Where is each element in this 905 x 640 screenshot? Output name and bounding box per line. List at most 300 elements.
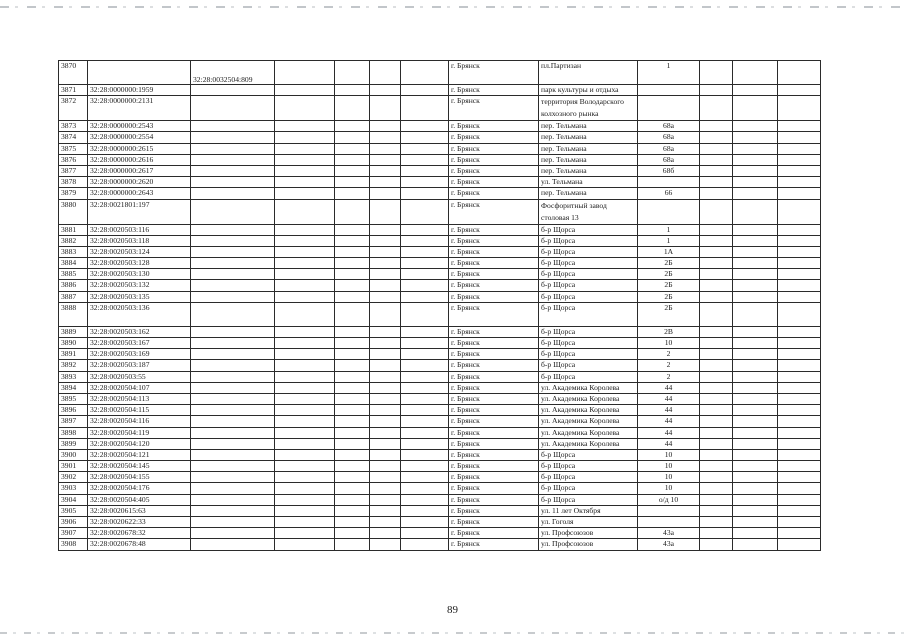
cell-row-number: 3876 xyxy=(59,154,88,165)
cell-empty xyxy=(401,61,449,85)
cell-street: б-р Щорса xyxy=(539,235,638,246)
cell-row-number: 3896 xyxy=(59,405,88,416)
cell-house-number: 2 xyxy=(638,371,700,382)
cell-empty xyxy=(335,338,370,349)
cell-street: ул. Тельмана xyxy=(539,177,638,188)
cell-empty xyxy=(700,438,733,449)
cell-row-number: 3874 xyxy=(59,132,88,143)
cell-row-number: 3888 xyxy=(59,302,88,326)
cell-house-number: 2Б xyxy=(638,291,700,302)
cell-cadastral-number-parent xyxy=(191,461,275,472)
cell-empty xyxy=(700,505,733,516)
cell-city: г. Брянск xyxy=(449,382,539,393)
cell-empty xyxy=(778,438,821,449)
cell-cadastral-number-parent xyxy=(191,494,275,505)
cell-empty xyxy=(401,326,449,337)
cell-cadastral-number-parent xyxy=(191,505,275,516)
cell-empty xyxy=(335,483,370,494)
cell-empty xyxy=(401,132,449,143)
cell-empty xyxy=(778,539,821,550)
table-row xyxy=(59,326,821,337)
cell-cadastral-number: 32:28:0020504:116 xyxy=(88,416,191,427)
table-row xyxy=(59,177,821,188)
cell-cadastral-number: 32:28:0020503:132 xyxy=(88,280,191,291)
cell-empty xyxy=(335,121,370,132)
cell-cadastral-number: 32:28:0020504:115 xyxy=(88,405,191,416)
cell-city: г. Брянск xyxy=(449,199,539,224)
cell-empty xyxy=(733,269,778,280)
cell-street: б-р Щорса xyxy=(539,246,638,257)
table-row xyxy=(59,505,821,516)
cell-empty xyxy=(778,371,821,382)
cell-empty xyxy=(778,416,821,427)
cell-cadastral-number: 32:28:0000000:2643 xyxy=(88,188,191,199)
cell-empty xyxy=(370,280,401,291)
cell-empty xyxy=(275,224,335,235)
cell-empty xyxy=(700,382,733,393)
cell-row-number: 3887 xyxy=(59,291,88,302)
cell-cadastral-number: 32:28:0000000:1959 xyxy=(88,85,191,96)
cell-house-number: 2 xyxy=(638,360,700,371)
cell-cadastral-number-parent xyxy=(191,338,275,349)
cell-house-number: 1 xyxy=(638,61,700,85)
cell-street: пер. Тельмана xyxy=(539,121,638,132)
table-row xyxy=(59,96,821,121)
cell-house-number: 2 xyxy=(638,349,700,360)
cell-empty xyxy=(370,494,401,505)
scan-edge-top xyxy=(0,6,905,8)
cell-empty xyxy=(335,494,370,505)
cell-house-number: 44 xyxy=(638,416,700,427)
cell-empty xyxy=(370,177,401,188)
cell-empty xyxy=(335,85,370,96)
cell-empty xyxy=(401,371,449,382)
cell-street: ул. Гоголя xyxy=(539,517,638,528)
cell-empty xyxy=(778,393,821,404)
page-number: 89 xyxy=(447,604,458,616)
cell-city: г. Брянск xyxy=(449,132,539,143)
cell-empty xyxy=(401,85,449,96)
table-row xyxy=(59,143,821,154)
cell-empty xyxy=(733,246,778,257)
cell-empty xyxy=(778,280,821,291)
cell-cadastral-number: 32:28:0020504:145 xyxy=(88,461,191,472)
cell-cadastral-number: 32:28:0020503:135 xyxy=(88,291,191,302)
cell-empty xyxy=(335,235,370,246)
cell-empty xyxy=(275,528,335,539)
cell-cadastral-number-parent xyxy=(191,405,275,416)
cell-street: б-р Щорса xyxy=(539,302,638,326)
cell-empty xyxy=(733,427,778,438)
cell-row-number: 3906 xyxy=(59,517,88,528)
cell-empty xyxy=(401,517,449,528)
cell-city: г. Брянск xyxy=(449,302,539,326)
cell-house-number: 44 xyxy=(638,393,700,404)
cell-empty xyxy=(401,121,449,132)
cell-street: ул. Академика Королева xyxy=(539,382,638,393)
scan-edge-bottom xyxy=(0,632,905,634)
cell-empty xyxy=(370,472,401,483)
cell-empty xyxy=(370,517,401,528)
cell-empty xyxy=(370,338,401,349)
table-row xyxy=(59,427,821,438)
cell-empty xyxy=(778,326,821,337)
cell-city: г. Брянск xyxy=(449,224,539,235)
cell-empty xyxy=(700,472,733,483)
cell-empty xyxy=(733,154,778,165)
cell-empty xyxy=(335,382,370,393)
cell-empty xyxy=(700,235,733,246)
cell-house-number: 1 xyxy=(638,235,700,246)
cell-empty xyxy=(335,371,370,382)
cell-empty xyxy=(700,393,733,404)
cell-empty xyxy=(370,258,401,269)
cell-cadastral-number-parent xyxy=(191,326,275,337)
cell-row-number: 3899 xyxy=(59,438,88,449)
cell-empty xyxy=(275,539,335,550)
cell-empty xyxy=(335,517,370,528)
table-row xyxy=(59,472,821,483)
cell-empty xyxy=(335,188,370,199)
cell-cadastral-number-parent xyxy=(191,483,275,494)
cell-row-number: 3902 xyxy=(59,472,88,483)
cell-empty xyxy=(335,528,370,539)
cell-street: б-р Щорса xyxy=(539,472,638,483)
cell-row-number: 3877 xyxy=(59,165,88,176)
cell-cadastral-number: 32:28:0000000:2615 xyxy=(88,143,191,154)
table-row xyxy=(59,517,821,528)
cell-cadastral-number-parent xyxy=(191,427,275,438)
cell-cadastral-number-parent xyxy=(191,96,275,121)
cell-empty xyxy=(370,427,401,438)
cell-cadastral-number: 32:28:0020503:128 xyxy=(88,258,191,269)
cell-empty xyxy=(275,505,335,516)
cell-empty xyxy=(778,199,821,224)
table-row xyxy=(59,449,821,460)
cell-cadastral-number-parent xyxy=(191,416,275,427)
cell-house-number: 68а xyxy=(638,132,700,143)
cell-city: г. Брянск xyxy=(449,405,539,416)
cell-empty xyxy=(700,61,733,85)
cell-empty xyxy=(370,438,401,449)
cell-empty xyxy=(401,143,449,154)
cell-cadastral-number: 32:28:0000000:2131 xyxy=(88,96,191,121)
table-row xyxy=(59,224,821,235)
cell-empty xyxy=(733,539,778,550)
cell-empty xyxy=(335,405,370,416)
cell-cadastral-number: 32:28:0000000:2543 xyxy=(88,121,191,132)
cell-empty xyxy=(778,121,821,132)
cell-house-number: 68а xyxy=(638,154,700,165)
cell-city: г. Брянск xyxy=(449,280,539,291)
cell-house-number: 2Б xyxy=(638,258,700,269)
cell-empty xyxy=(275,61,335,85)
cell-empty xyxy=(401,494,449,505)
cell-empty xyxy=(335,132,370,143)
cell-house-number: 43а xyxy=(638,539,700,550)
cell-cadastral-number-parent xyxy=(191,360,275,371)
cell-cadastral-number-parent xyxy=(191,393,275,404)
table-row xyxy=(59,405,821,416)
cell-empty xyxy=(700,269,733,280)
cell-empty xyxy=(733,393,778,404)
cell-empty xyxy=(700,360,733,371)
table-row xyxy=(59,188,821,199)
cell-house-number: 44 xyxy=(638,405,700,416)
cell-cadastral-number: 32:28:0020504:113 xyxy=(88,393,191,404)
cell-street: б-р Щорса xyxy=(539,269,638,280)
table-row xyxy=(59,85,821,96)
cell-row-number: 3885 xyxy=(59,269,88,280)
cell-empty xyxy=(275,494,335,505)
cell-city: г. Брянск xyxy=(449,449,539,460)
cell-empty xyxy=(733,165,778,176)
cell-empty xyxy=(370,393,401,404)
cell-empty xyxy=(370,505,401,516)
cell-house-number xyxy=(638,85,700,96)
cell-empty xyxy=(778,165,821,176)
cell-empty xyxy=(370,154,401,165)
cell-empty xyxy=(700,143,733,154)
cell-empty xyxy=(700,132,733,143)
cell-empty xyxy=(778,61,821,85)
cell-empty xyxy=(275,121,335,132)
cell-house-number: 10 xyxy=(638,472,700,483)
cell-street: б-р Щорса xyxy=(539,338,638,349)
cell-house-number: 10 xyxy=(638,338,700,349)
cell-empty xyxy=(275,338,335,349)
cell-house-number xyxy=(638,517,700,528)
cell-house-number: о/д 10 xyxy=(638,494,700,505)
cell-empty xyxy=(275,246,335,257)
table-row xyxy=(59,291,821,302)
cell-empty xyxy=(275,154,335,165)
cell-empty xyxy=(700,258,733,269)
cell-empty xyxy=(401,199,449,224)
table-row xyxy=(59,528,821,539)
cell-empty xyxy=(335,143,370,154)
cell-house-number: 68а xyxy=(638,121,700,132)
cell-empty xyxy=(778,143,821,154)
cell-empty xyxy=(275,132,335,143)
cell-cadastral-number: 32:28:0020504:120 xyxy=(88,438,191,449)
cell-city: г. Брянск xyxy=(449,360,539,371)
cell-cadastral-number: 32:28:0000000:2554 xyxy=(88,132,191,143)
cell-empty xyxy=(275,382,335,393)
cell-empty xyxy=(778,85,821,96)
cell-street: ул. Академика Королева xyxy=(539,405,638,416)
table-row xyxy=(59,302,821,326)
cell-cadastral-number: 32:28:0020504:405 xyxy=(88,494,191,505)
cell-cadastral-number: 32:28:0020678:32 xyxy=(88,528,191,539)
cell-empty xyxy=(401,246,449,257)
cell-empty xyxy=(733,132,778,143)
cell-empty xyxy=(401,224,449,235)
cell-cadastral-number-parent xyxy=(191,349,275,360)
cell-house-number xyxy=(638,505,700,516)
cell-empty xyxy=(778,246,821,257)
cell-house-number: 2Б xyxy=(638,280,700,291)
cell-city: г. Брянск xyxy=(449,494,539,505)
cell-row-number: 3897 xyxy=(59,416,88,427)
cell-empty xyxy=(700,461,733,472)
cell-empty xyxy=(778,258,821,269)
cell-empty xyxy=(275,416,335,427)
cell-empty xyxy=(733,302,778,326)
cell-row-number: 3890 xyxy=(59,338,88,349)
cell-cadastral-number-parent xyxy=(191,246,275,257)
cell-street: пер. Тельмана xyxy=(539,188,638,199)
cell-street: пер. Тельмана xyxy=(539,154,638,165)
table-row xyxy=(59,483,821,494)
cell-empty xyxy=(733,505,778,516)
cell-cadastral-number: 32:28:0020504:119 xyxy=(88,427,191,438)
cell-empty xyxy=(335,449,370,460)
cell-empty xyxy=(733,405,778,416)
cell-empty xyxy=(778,269,821,280)
cell-empty xyxy=(275,483,335,494)
cell-empty xyxy=(401,427,449,438)
cell-empty xyxy=(370,188,401,199)
cell-empty xyxy=(778,338,821,349)
cell-empty xyxy=(335,416,370,427)
cell-empty xyxy=(275,393,335,404)
cell-empty xyxy=(778,405,821,416)
cell-empty xyxy=(401,177,449,188)
cell-house-number xyxy=(638,177,700,188)
cell-empty xyxy=(401,539,449,550)
cell-empty xyxy=(335,165,370,176)
cell-city: г. Брянск xyxy=(449,505,539,516)
cell-empty xyxy=(401,235,449,246)
cell-city: г. Брянск xyxy=(449,517,539,528)
table-row xyxy=(59,438,821,449)
cell-empty xyxy=(700,199,733,224)
cell-empty xyxy=(700,96,733,121)
cell-empty xyxy=(370,96,401,121)
cell-empty xyxy=(370,61,401,85)
cell-cadastral-number-parent xyxy=(191,85,275,96)
cell-empty xyxy=(335,199,370,224)
cell-house-number: 44 xyxy=(638,382,700,393)
cell-city: г. Брянск xyxy=(449,85,539,96)
cell-empty xyxy=(700,427,733,438)
cell-city: г. Брянск xyxy=(449,539,539,550)
cell-empty xyxy=(370,121,401,132)
cell-city: г. Брянск xyxy=(449,427,539,438)
cell-row-number: 3884 xyxy=(59,258,88,269)
cell-empty xyxy=(335,438,370,449)
cell-empty xyxy=(335,393,370,404)
cell-empty xyxy=(700,539,733,550)
cell-city: г. Брянск xyxy=(449,461,539,472)
table-row xyxy=(59,371,821,382)
cell-cadastral-number: 32:28:0020503:118 xyxy=(88,235,191,246)
cell-empty xyxy=(275,85,335,96)
cell-empty xyxy=(401,382,449,393)
cell-house-number: 66 xyxy=(638,188,700,199)
cell-street: пер. Тельмана xyxy=(539,143,638,154)
cell-city: г. Брянск xyxy=(449,393,539,404)
cell-empty xyxy=(275,472,335,483)
cell-empty xyxy=(733,326,778,337)
cell-empty xyxy=(733,96,778,121)
table-row xyxy=(59,349,821,360)
cell-empty xyxy=(370,165,401,176)
cell-empty xyxy=(401,528,449,539)
cell-street: б-р Щорса xyxy=(539,494,638,505)
cell-empty xyxy=(370,449,401,460)
cell-city: г. Брянск xyxy=(449,326,539,337)
cell-street: ул. Профсоюзов xyxy=(539,528,638,539)
cell-city: г. Брянск xyxy=(449,472,539,483)
cell-empty xyxy=(335,280,370,291)
cell-cadastral-number: 32:28:0020503:187 xyxy=(88,360,191,371)
cell-empty xyxy=(401,258,449,269)
cell-empty xyxy=(401,188,449,199)
cell-city: г. Брянск xyxy=(449,96,539,121)
cell-row-number: 3872 xyxy=(59,96,88,121)
cell-empty xyxy=(370,349,401,360)
cell-empty xyxy=(778,302,821,326)
cell-row-number: 3891 xyxy=(59,349,88,360)
cell-empty xyxy=(700,416,733,427)
cell-empty xyxy=(401,461,449,472)
cell-empty xyxy=(778,461,821,472)
cell-empty xyxy=(401,405,449,416)
cell-city: г. Брянск xyxy=(449,121,539,132)
cell-empty xyxy=(275,188,335,199)
cell-empty xyxy=(370,483,401,494)
cell-empty xyxy=(370,246,401,257)
cell-street: территория Володарского колхозного рынка xyxy=(539,96,638,121)
cell-city: г. Брянск xyxy=(449,349,539,360)
cell-empty xyxy=(335,258,370,269)
cell-empty xyxy=(778,483,821,494)
table-row xyxy=(59,235,821,246)
cell-city: г. Брянск xyxy=(449,235,539,246)
cell-empty xyxy=(733,472,778,483)
cell-city: г. Брянск xyxy=(449,528,539,539)
cell-empty xyxy=(335,177,370,188)
cell-cadastral-number-parent xyxy=(191,472,275,483)
cell-empty xyxy=(778,517,821,528)
cell-empty xyxy=(700,517,733,528)
cell-row-number: 3907 xyxy=(59,528,88,539)
cell-cadastral-number: 32:28:0021801:197 xyxy=(88,199,191,224)
cell-street: б-р Щорса xyxy=(539,483,638,494)
cell-empty xyxy=(700,326,733,337)
cell-cadastral-number: 32:28:0020622:33 xyxy=(88,517,191,528)
cell-cadastral-number-parent xyxy=(191,517,275,528)
cell-empty xyxy=(733,461,778,472)
cell-house-number: 10 xyxy=(638,449,700,460)
table-row xyxy=(59,416,821,427)
cell-empty xyxy=(700,483,733,494)
cell-empty xyxy=(401,302,449,326)
cell-city: г. Брянск xyxy=(449,258,539,269)
cell-empty xyxy=(733,199,778,224)
cell-empty xyxy=(778,494,821,505)
cell-empty xyxy=(778,224,821,235)
cell-cadastral-number: 32:28:0000000:2616 xyxy=(88,154,191,165)
cell-empty xyxy=(401,438,449,449)
cell-empty xyxy=(401,360,449,371)
cell-cadastral-number-parent xyxy=(191,154,275,165)
cell-empty xyxy=(370,461,401,472)
cell-house-number xyxy=(638,199,700,224)
cell-cadastral-number: 32:28:0020503:130 xyxy=(88,269,191,280)
